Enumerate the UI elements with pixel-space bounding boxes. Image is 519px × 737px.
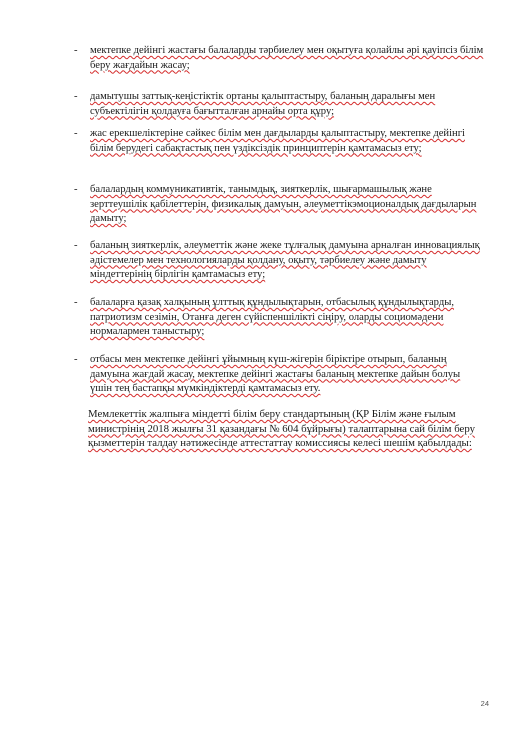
list-item (74, 296, 484, 340)
bullet-text: мектепке дейінгі жастағы балаларды тәрбиелеу мен оқытуға қолайлы әрі қауіпсіз білім беру жағдайын жасау; (90, 45, 484, 71)
bullet-text: баланың зияткерлік, әлеуметтік және жеке тұлғалық дамуына арналған инновациялық әдістемелер мен технологияларды қолдану, оқыту, тәрбиелеу және дамыту міндеттерінің бірлігін қамтамасыз ету; (90, 240, 480, 281)
page-number: 24 (480, 699, 489, 708)
bullet-marker: - (74, 45, 78, 56)
bullet-text: дамытушы заттық-кеңістіктік ортаны қалыптастыру, баланың даралығы мен субъектілігін қолдауға бағытталған арнайы орта құру; (90, 91, 436, 117)
body-paragraph: Мемлекеттік жалпыға міндетті білім беру стандартының (ҚР Білім және ғылым министрінің 2018 жылғы 31 қазандағы № 604 бұйрығы) талаптарына сай білім беру қызметтерін талдау нәтижесінде аттестаттау комиссиясы келесі шешім қабылдады: (88, 408, 475, 450)
bullet-marker: - (74, 184, 78, 195)
list-item (74, 239, 484, 283)
list-item (74, 44, 484, 73)
list-item (74, 127, 484, 156)
list-item (74, 90, 484, 119)
bullet-marker: - (74, 354, 78, 365)
bullet-text: балалардың коммуникативтік, танымдық, зияткерлік, шығармашылық және зерттеушілік қабілеттерін, физикалық дамуын, әлеуметтікэмоционалдық дағдыларын дамыту; (90, 184, 477, 225)
bullet-marker: - (74, 297, 78, 308)
bullet-marker: - (74, 128, 78, 139)
bullet-marker: - (74, 240, 78, 251)
bullet-marker: - (74, 91, 78, 102)
bullet-text: отбасы мен мектепке дейінгі ұйымның күш-жігерін біріктіре отырып, баланың дамуына жағдай жасау, мектепке дейінгі жастағы баланың мектепке дайын болуы үшін тең бастапқы мүмкіндіктерді қамтамасыз ету. (90, 354, 461, 395)
list-item (74, 353, 484, 397)
bullet-text: балаларға қазақ халқының ұлттық құндылықтарын, отбасылық құндылықтарды, патриотизм сезімін, Отанға деген сүйіспеншілікті сіңіру, оларды социомәдени нормалармен таныстыру; (90, 297, 454, 338)
bullet-text: жас ерекшеліктеріне сәйкес білім мен дағдыларды қалыптастыру, мектепке дейінгі білім берудегі сабақтастық пен үздіксіздік принциптерін қамтамасыз ету; (90, 128, 465, 154)
list-item (74, 183, 484, 227)
